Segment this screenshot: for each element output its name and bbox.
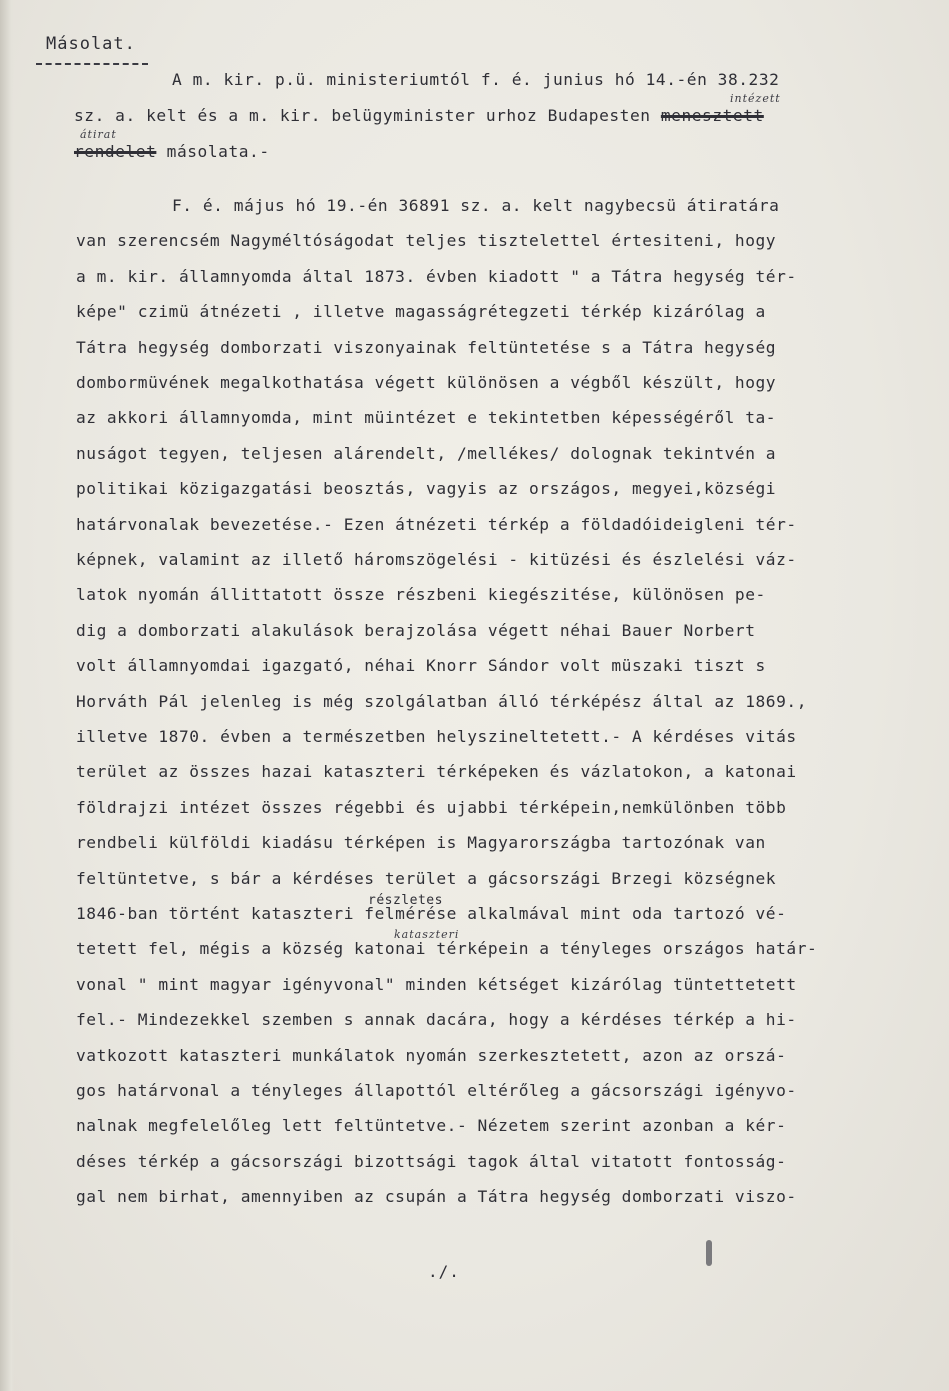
body-line: határvonalak bevezetése.- Ezen átnézeti térkép a földadóideigleni tér- bbox=[76, 514, 797, 534]
handwritten-insert-intezett: intézett bbox=[730, 92, 781, 105]
header-line-3-text: másolata.- bbox=[156, 142, 270, 161]
body-line: dombormüvének megalkothatása végett különösen a végből készült, hogy bbox=[76, 373, 777, 392]
body-line: déses térkép a gácsországi bizottsági tagok által vitatott fontosság- bbox=[76, 1151, 787, 1171]
body-line: nalnak megfelelőleg lett feltüntetve.- Nézetem szerint azonban a kér- bbox=[76, 1116, 787, 1136]
body-line: dig a domborzati alakulások berajzolása végett néhai Bauer Norbert bbox=[76, 620, 756, 640]
body-line: vatkozott kataszteri munkálatok nyomán szerkesztetett, azon az orszá- bbox=[76, 1045, 787, 1065]
body-line: 1846-ban történt kataszteri felmérése alkalmával mint oda tartozó vé- bbox=[76, 904, 787, 923]
header-line-1: A m. kir. p.ü. ministeriumtól f. é. junius hó 14.-én 38.232 bbox=[172, 70, 780, 89]
body-line: Tátra hegység domborzati viszonyainak feltüntetése s a Tátra hegység bbox=[76, 337, 777, 357]
body-line: képe" czimü átnézeti , illetve magasságrétegzeti térkép kizárólag a bbox=[76, 302, 766, 322]
body-line: illetve 1870. évben a természetben helyszineltetett.- A kérdéses vitás bbox=[76, 727, 797, 746]
struck-word-rendelet: rendelet bbox=[74, 142, 157, 161]
header-line-2 bbox=[74, 106, 764, 126]
body-line: gal nem birhat, amennyiben az csupán a Tátra hegység domborzati viszo- bbox=[76, 1187, 797, 1207]
body-line: rendbeli külföldi kiadásu térképen is Magyarországba tartozónak van bbox=[76, 833, 766, 853]
body-line: földrajzi intézet összes régebbi és ujabbi térképein,nemkülönben több bbox=[76, 797, 787, 817]
body-line: van szerencsém Nagyméltóságodat teljes tisztelettel értesiteni, hogy bbox=[76, 231, 777, 251]
page-number: ./. bbox=[428, 1262, 460, 1281]
header-line-3 bbox=[74, 142, 270, 162]
body-line: terület az összes hazai kataszteri térképeken és vázlatokon, a katonai bbox=[76, 762, 797, 782]
ink-mark bbox=[706, 1240, 712, 1266]
document-title: Másolat. bbox=[46, 34, 136, 54]
body-line: fel.- Mindezekkel szemben s annak dacára, hogy a kérdéses térkép a hi- bbox=[76, 1010, 797, 1030]
body-line: vonal " mint magyar igényvonal" minden kétséget kizárólag tüntettetett bbox=[76, 974, 797, 994]
body-line: képnek, valamint az illető háromszögelési - kitüzési és észlelési váz- bbox=[76, 550, 797, 569]
body-line: latok nyomán állittatott össze részbeni kiegészitése, különösen pe- bbox=[76, 585, 766, 605]
handwritten-insert-kataszteri: kataszteri bbox=[394, 928, 460, 941]
body-line: volt államnyomdai igazgató, néhai Knorr Sándor volt müszaki tiszt s bbox=[76, 656, 766, 676]
body-line: Horváth Pál jelenleg is még szolgálatban álló térképész által az 1869., bbox=[76, 691, 807, 711]
header-line-2-text: sz. a. kelt és a m. kir. belügyminister urhoz Budapesten bbox=[74, 106, 661, 125]
body-line: gos határvonal a tényleges állapottól eltérőleg a gácsországi igényvo- bbox=[76, 1081, 797, 1100]
inserted-word-reszletes: részletes bbox=[368, 893, 443, 908]
handwritten-insert-atirat: átirat bbox=[80, 128, 117, 141]
body-line: F. é. május hó 19.-én 36891 sz. a. kelt nagybecsü átiratára bbox=[172, 196, 780, 215]
body-line: a m. kir. államnyomda által 1873. évben kiadott " a Tátra hegység tér- bbox=[76, 266, 797, 286]
title-underline bbox=[36, 63, 148, 65]
body-line: tetett fel, mégis a község katonai térképein a tényleges országos határ- bbox=[76, 939, 818, 959]
body-line: az akkori államnyomda, mint müintézet e tekintetben képességéről ta- bbox=[76, 408, 777, 428]
page-edge-shadow bbox=[0, 0, 14, 1391]
body-line: feltüntetve, s bár a kérdéses terület a gácsországi Brzegi községnek bbox=[76, 868, 777, 888]
struck-word-menesztett: menesztett bbox=[660, 106, 764, 125]
body-line: politikai közigazgatási beosztás, vagyis az országos, megyei,községi bbox=[76, 479, 777, 499]
body-line: nuságot tegyen, teljesen alárendelt, /mellékes/ dolognak tekintvén a bbox=[76, 443, 777, 463]
